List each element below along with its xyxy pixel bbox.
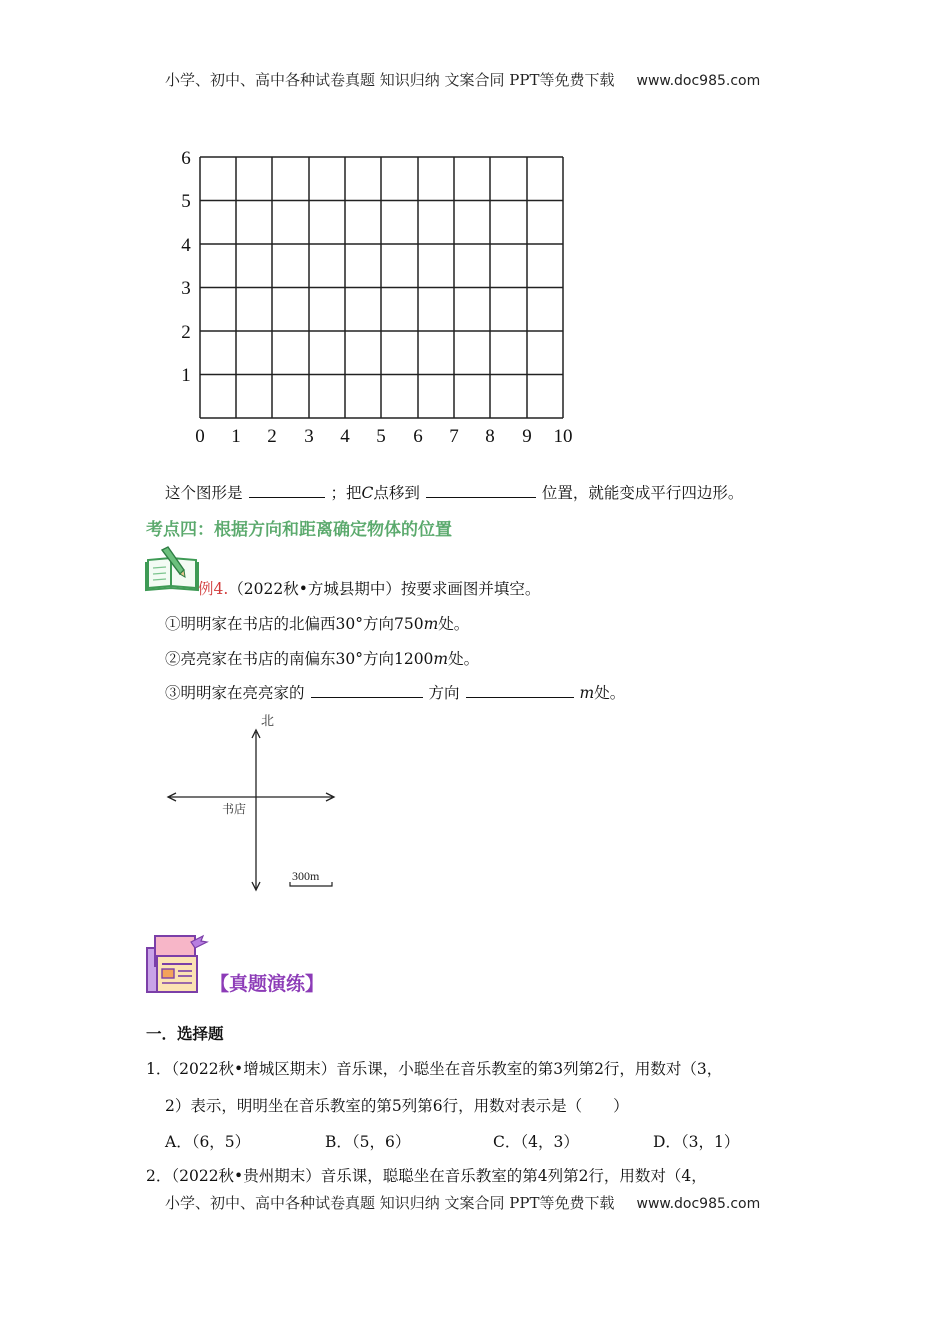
- answer-blank-distance[interactable]: [466, 681, 574, 698]
- section-title: 考点四：根据方向和距离确定物体的位置: [146, 520, 452, 540]
- answer-blank-position[interactable]: [426, 481, 536, 498]
- option-a[interactable]: A．（6，5）: [165, 1133, 251, 1151]
- shape-q-part1: 这个图形是: [165, 484, 243, 502]
- x-label-3: 3: [304, 426, 314, 447]
- item2-suffix: 处。: [448, 650, 480, 668]
- q1-line2: 2）表示，明明坐在音乐教室的第5列第6行，用数对表示是（ ）: [165, 1097, 629, 1115]
- compass-diagram: [162, 710, 342, 895]
- answer-blank-direction[interactable]: [311, 681, 423, 698]
- example4-label: 例4.: [198, 580, 229, 598]
- item3-text: ③明明家在亮亮家的: [165, 684, 305, 702]
- y-label-2: 2: [181, 322, 191, 343]
- shape-q-part2: ；把: [330, 484, 362, 502]
- footer-site: www.doc985.com: [636, 1196, 761, 1212]
- bookstore-label: 书店: [222, 802, 247, 816]
- option-d[interactable]: D．（3，1）: [653, 1133, 740, 1151]
- north-label: 北: [261, 714, 275, 729]
- shape-q-part4: 位置，就能变成平行四边形。: [541, 484, 744, 502]
- q2-line1: 2．（2022秋•贵州期末）音乐课，聪聪坐在音乐教室的第4列第2行，用数对（4，: [146, 1167, 707, 1185]
- item1-text: ①明明家在书店的北偏西30°方向750: [165, 615, 424, 633]
- x-label-6: 6: [413, 426, 423, 447]
- choice-heading: 一．选择题: [146, 1024, 224, 1043]
- x-label-8: 8: [485, 426, 495, 447]
- item1-suffix: 处。: [438, 615, 470, 633]
- grid-lines: [200, 157, 563, 418]
- answer-blank-shape[interactable]: [249, 481, 325, 498]
- x-label-5: 5: [376, 426, 386, 447]
- y-axis-labels: [181, 148, 191, 386]
- y-label-6: 6: [181, 148, 191, 169]
- x-label-4: 4: [340, 426, 350, 447]
- practice-title: 【真题演练】: [210, 973, 325, 995]
- item3-unit: m: [579, 684, 595, 702]
- scale-label: 300m: [292, 869, 320, 883]
- x-label-10: 10: [553, 426, 573, 447]
- x-label-0: 0: [195, 426, 205, 447]
- example4-item1: [165, 612, 469, 634]
- example4-item3: [165, 681, 625, 703]
- q1-options: [165, 1130, 813, 1152]
- page-header: [165, 69, 760, 90]
- y-label-4: 4: [181, 235, 191, 256]
- item2-text: ②亮亮家在书店的南偏东30°方向1200: [165, 650, 434, 668]
- coordinate-grid: [170, 145, 590, 450]
- option-c[interactable]: C．（4，3）: [493, 1133, 579, 1151]
- option-b[interactable]: B．（5，6）: [325, 1133, 411, 1151]
- example4-source: （2022秋•方城县期中）按要求画图并填空。: [228, 580, 541, 598]
- example4-heading: [198, 577, 540, 599]
- example4-item2: [165, 647, 479, 669]
- x-label-7: 7: [449, 426, 459, 447]
- x-label-2: 2: [267, 426, 277, 447]
- shape-q-part3: 点移到: [373, 484, 420, 502]
- item1-unit: m: [423, 615, 439, 633]
- item3-suffix: 处。: [594, 684, 626, 702]
- y-label-5: 5: [181, 191, 191, 212]
- shape-question: [165, 481, 743, 503]
- footer-text: 小学、初中、高中各种试卷真题 知识归纳 文案合同 PPT等免费下载: [165, 1194, 615, 1212]
- item3-mid: 方向: [428, 684, 460, 702]
- q1-line1: 1．（2022秋•增城区期末）音乐课，小聪坐在音乐教室的第3列第2行，用数对（3，: [146, 1060, 723, 1078]
- y-label-3: 3: [181, 278, 191, 299]
- x-label-9: 9: [522, 426, 532, 447]
- x-label-1: 1: [231, 426, 241, 447]
- y-label-1: 1: [181, 365, 191, 386]
- book-pencil-icon: [144, 546, 200, 592]
- practice-icon: [145, 932, 209, 996]
- header-text: 小学、初中、高中各种试卷真题 知识归纳 文案合同 PPT等免费下载: [165, 71, 615, 89]
- page-footer: [165, 1192, 760, 1213]
- item2-unit: m: [433, 650, 449, 668]
- x-axis-labels: [195, 426, 572, 447]
- shape-q-point: C: [361, 484, 374, 502]
- header-site: www.doc985.com: [636, 73, 761, 89]
